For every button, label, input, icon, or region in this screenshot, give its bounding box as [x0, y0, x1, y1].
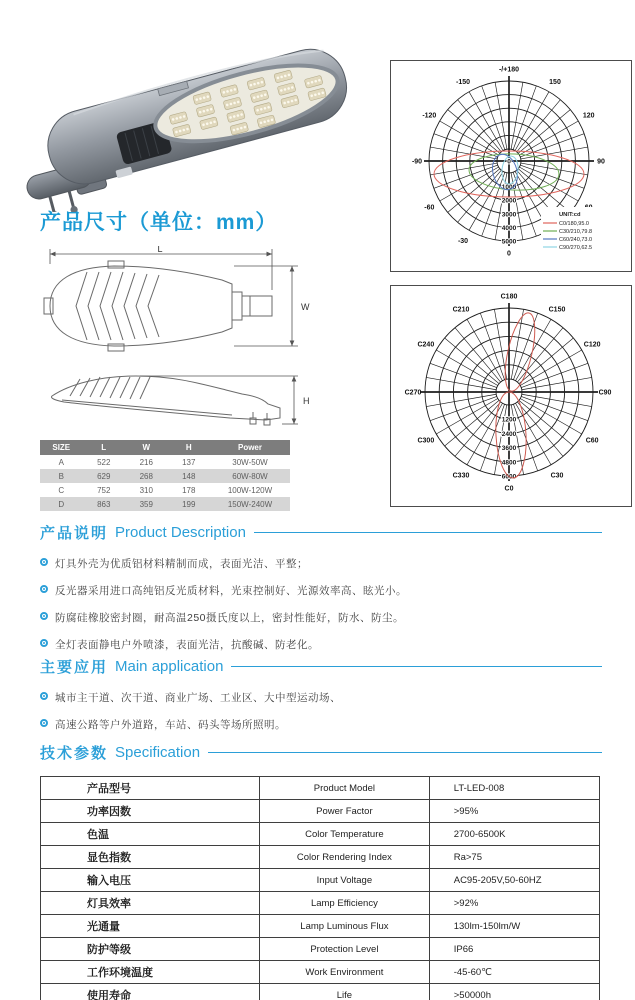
angle-label: -90: [411, 158, 423, 166]
table-cell: 30W-50W: [232, 457, 268, 467]
spec-cell-val: AC95-205V,50-60HZ: [429, 869, 599, 892]
spec-cell-en: Lamp Efficiency: [260, 892, 430, 915]
section-title-en: Main application: [115, 658, 224, 675]
section-product-description: [40, 522, 602, 664]
table-row: [40, 483, 290, 497]
angle-label: C0: [504, 485, 514, 493]
spec-cell-en: Work Environment: [260, 961, 430, 984]
section-title-cn: 技术参数: [40, 745, 109, 762]
spec-cell-en: Color Rendering Index: [260, 846, 430, 869]
spec-row: [41, 938, 600, 961]
bullet-text: 高速公路等户外道路，车站、码头等场所照明。: [55, 719, 286, 731]
bullet-text: 灯具外壳为优质铝材料精制而成，表面光洁、平整；: [55, 558, 308, 570]
size-table: [40, 440, 290, 511]
size-col-header: SIZE: [40, 440, 83, 455]
table-cell: 216: [139, 457, 153, 467]
angle-label: C120: [583, 341, 601, 349]
streetlight-image: [18, 39, 361, 212]
spec-cell-cn: 防护等级: [41, 938, 260, 961]
spec-row: [41, 984, 600, 1000]
section-specification: [40, 742, 602, 1000]
table-cell: A: [58, 457, 64, 467]
angle-label: C30: [550, 472, 564, 480]
angle-label: C330: [452, 472, 470, 480]
list-item: [40, 717, 602, 732]
angle-label: 0: [507, 250, 511, 258]
spec-cell-val: IP66: [429, 938, 599, 961]
table-cell: 752: [97, 485, 111, 495]
list-item: [40, 556, 602, 571]
table-cell: D: [58, 499, 65, 509]
side-view-drawing: [36, 352, 320, 438]
angle-label: C90: [598, 389, 612, 397]
bullet-icon: [40, 639, 48, 647]
spec-row: [41, 869, 600, 892]
list-item: [40, 583, 602, 598]
bullet-icon: [40, 612, 48, 620]
radial-tick-label: 4800: [501, 459, 517, 467]
spec-cell-en: Product Model: [260, 777, 430, 800]
section-title: [40, 742, 602, 763]
size-col-header: L: [83, 440, 126, 455]
angle-label: 150: [549, 78, 561, 86]
spec-row: [41, 846, 600, 869]
section-main-application: [40, 656, 602, 744]
spec-cell-cn: 显色指数: [41, 846, 260, 869]
table-cell: B: [58, 471, 64, 481]
angle-label: 120: [582, 112, 595, 120]
legend-entry: C30/210,79.8: [559, 229, 593, 235]
spec-cell-val: >50000h: [429, 984, 599, 1000]
legend-entry: C60/240,73.0: [559, 237, 593, 243]
spec-row: [41, 800, 600, 823]
spec-cell-val: 2700-6500K: [429, 823, 599, 846]
table-cell: 863: [97, 499, 111, 509]
list-item: [40, 637, 602, 652]
bullet-text: 反光器采用进口高纯铝反光质材料，光束控制好、光源效率高、眩光小。: [55, 585, 407, 597]
spec-cell-cn: 光通量: [41, 915, 260, 938]
table-cell: 137: [182, 457, 196, 467]
spec-cell-en: Lamp Luminous Flux: [260, 915, 430, 938]
table-row: [40, 469, 290, 483]
table-cell: 629: [97, 471, 111, 481]
table-cell: 148: [182, 471, 196, 481]
spec-cell-val: LT-LED-008: [429, 777, 599, 800]
list-item: [40, 610, 602, 625]
spec-cell-cn: 使用寿命: [41, 984, 260, 1000]
size-col-header: W: [125, 440, 168, 455]
size-col-header: H: [168, 440, 211, 455]
description-bullets: [40, 556, 602, 652]
spec-row: [41, 915, 600, 938]
dim-label-H: H: [303, 396, 310, 406]
radial-tick-label: 6000: [501, 473, 517, 481]
table-cell: 522: [97, 457, 111, 467]
spec-cell-en: Life: [260, 984, 430, 1000]
spec-cell-en: Power Factor: [260, 800, 430, 823]
section-title-en: Specification: [115, 744, 201, 761]
angle-label: -30: [457, 238, 469, 246]
table-cell: 150W-240W: [227, 499, 273, 509]
angle-label: C270: [404, 389, 422, 397]
radial-tick-label: 0: [507, 158, 511, 166]
bullet-icon: [40, 692, 48, 700]
angle-label: -120: [422, 112, 437, 120]
polar-curves-2: [494, 310, 541, 478]
dim-label-W: W: [301, 302, 310, 312]
angle-label: -/+180: [498, 66, 520, 74]
spec-cell-en: Color Temperature: [260, 823, 430, 846]
angle-label: C60: [585, 437, 599, 445]
top-view-drawing: [36, 246, 320, 354]
spec-cell-en: Input Voltage: [260, 869, 430, 892]
table-cell: 178: [182, 485, 196, 495]
bullet-icon: [40, 558, 48, 566]
title-rule: [231, 666, 602, 667]
spec-row: [41, 777, 600, 800]
radial-tick-label: 5000: [501, 238, 517, 246]
application-bullets: [40, 690, 602, 732]
size-table-header: [40, 440, 290, 455]
angle-label: C180: [500, 293, 518, 301]
spec-cell-cn: 灯具效率: [41, 892, 260, 915]
table-cell: 199: [182, 499, 196, 509]
bullet-text: 城市主干道、次干道、商业广场、工业区、大中型运动场、: [55, 692, 341, 704]
spec-table: [40, 776, 600, 1000]
list-item: [40, 690, 602, 705]
table-cell: 359: [139, 499, 153, 509]
spec-row: [41, 961, 600, 984]
table-cell: 100W-120W: [227, 485, 273, 495]
spec-cell-val: -45-60℃: [429, 961, 599, 984]
radial-tick-label: 3000: [501, 211, 517, 219]
radial-tick-label: 3600: [501, 445, 517, 453]
page-title: 产品尺寸（单位：mm）: [40, 211, 278, 234]
spec-cell-cn: 色温: [41, 823, 260, 846]
bullet-text: 全灯表面静电户外喷漆，表面光洁，抗酸碱、防老化。: [55, 639, 319, 651]
legend-unit-label: UNIT:cd: [559, 212, 581, 218]
spec-cell-val: >92%: [429, 892, 599, 915]
dim-label-L: L: [157, 246, 163, 254]
radial-tick-label: 2400: [501, 430, 517, 438]
spec-cell-val: >95%: [429, 800, 599, 823]
spec-cell-en: Protection Level: [260, 938, 430, 961]
section-title: [40, 522, 602, 543]
photometric-chart-1: [390, 60, 632, 272]
radial-tick-label: 1000: [501, 184, 517, 192]
angle-label: C150: [548, 306, 566, 314]
radial-tick-label: 2000: [501, 197, 517, 205]
legend-entry: C0/180,95.0: [559, 221, 589, 227]
bullet-icon: [40, 719, 48, 727]
spec-row: [41, 823, 600, 846]
spec-cell-val: Ra>75: [429, 846, 599, 869]
spec-cell-cn: 工作环境温度: [41, 961, 260, 984]
size-col-header: Power: [210, 440, 290, 455]
product-photo: [18, 22, 363, 212]
spec-cell-cn: 输入电压: [41, 869, 260, 892]
table-row: [40, 455, 290, 469]
table-cell: 310: [139, 485, 153, 495]
bullet-icon: [40, 585, 48, 593]
spec-cell-val: 130lm-150lm/W: [429, 915, 599, 938]
photometric-chart-2: [390, 285, 632, 507]
bullet-text: 防腐硅橡胶密封圈，耐高温250摄氏度以上，密封性能好，防水、防尘。: [55, 612, 405, 624]
table-cell: 268: [139, 471, 153, 481]
angle-label: C210: [452, 306, 470, 314]
angle-label: -60: [424, 204, 435, 212]
section-title-cn: 产品说明: [40, 525, 109, 542]
title-rule: [208, 752, 602, 753]
angle-label: 90: [597, 158, 605, 166]
angle-label: C240: [417, 341, 435, 349]
polar-grid: [405, 294, 612, 493]
section-title-en: Product Description: [115, 524, 246, 541]
legend-entry: C90/270,62.5: [559, 245, 593, 251]
angle-label: -150: [455, 78, 471, 86]
angle-label: C300: [417, 437, 435, 445]
spec-row: [41, 892, 600, 915]
section-title-cn: 主要应用: [40, 659, 109, 676]
title-rule: [254, 532, 602, 533]
section-title: [40, 656, 602, 677]
radial-tick-label: 1200: [501, 416, 517, 424]
table-cell: 60W-80W: [232, 471, 268, 481]
radial-tick-label: 4000: [501, 224, 517, 232]
table-cell: C: [58, 485, 65, 495]
chart-legend: [541, 207, 629, 259]
spec-cell-cn: 产品型号: [41, 777, 260, 800]
table-row: [40, 497, 290, 511]
spec-cell-cn: 功率因数: [41, 800, 260, 823]
